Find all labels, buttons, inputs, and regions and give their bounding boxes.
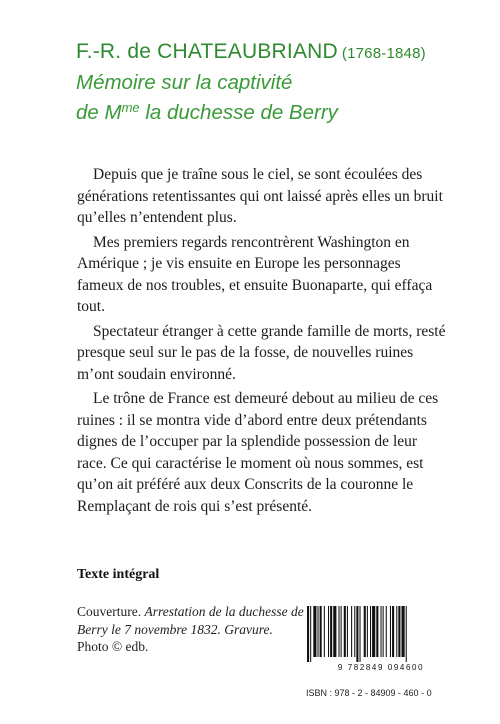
barcode-bar <box>367 606 368 657</box>
barcode-bar <box>330 606 332 657</box>
barcode-bar <box>398 606 400 657</box>
barcode-bar <box>333 606 336 657</box>
barcode-bar <box>370 606 371 657</box>
barcode-bar <box>354 606 355 657</box>
barcode-digits: 9 782849 094600 <box>337 663 425 672</box>
title-line-2-suffix: la duchesse de Berry <box>139 101 338 124</box>
title-superscript: me <box>121 100 140 115</box>
barcode-bar <box>364 606 366 657</box>
barcode-bar <box>396 606 397 657</box>
barcode-bar <box>328 606 329 657</box>
cover-credits <box>77 603 307 656</box>
barcode-bar <box>360 606 361 662</box>
barcode-bar <box>372 606 375 657</box>
barcode-bar <box>351 606 352 657</box>
title-line-2-prefix: de M <box>76 101 122 124</box>
title-line-1: Mémoire sur la captivité <box>76 71 293 94</box>
credits-photo: Photo © edb. <box>77 639 149 654</box>
title-line-2 <box>76 95 476 125</box>
barcode-bar <box>390 606 391 657</box>
barcode-bar <box>310 606 311 662</box>
barcode-bar <box>376 606 378 657</box>
barcode-bar <box>392 606 394 657</box>
author-name: F.-R. de CHATEAUBRIAND <box>76 40 338 63</box>
barcode-bar <box>356 606 358 662</box>
credits-prefix: Couverture. <box>77 604 145 619</box>
barcode-bar <box>344 606 346 657</box>
barcode-bar <box>339 606 340 657</box>
barcode-bar <box>324 606 325 657</box>
paragraph-3: Spectateur étranger à cette grande famille de morts, resté presque seul sur le pas de la fosse, de nouvelles ruines m’ont soudain environné. <box>77 322 446 383</box>
credits-italic: Arrestation de la duchesse de Berry le 7 novembre 1832. Gravure. <box>77 604 304 637</box>
barcode-bar <box>347 606 348 657</box>
barcode-bar <box>381 606 382 657</box>
barcode-bar <box>402 606 405 657</box>
barcode-bar <box>383 606 384 657</box>
excerpt-text <box>77 164 447 520</box>
isbn-number: ISBN : 978 - 2 - 84909 - 460 - 0 <box>306 688 432 698</box>
book-title <box>76 70 476 125</box>
barcode-bars <box>301 606 461 664</box>
barcode-bar <box>313 606 316 657</box>
paragraph-4: Le trône de France est demeuré debout au milieu de ces ruines : il se montra vide d’abord entre deux prétendants dignes de l’occuper par la splendide possession de leur race. Ce qui caractérise le moment où nous sommes, est qu’on ait préféré aux deux Conscrits de la couronne le Remplaçant de rois qui s’est présenté. <box>77 390 439 515</box>
barcode-bar <box>341 606 342 657</box>
barcode <box>301 606 461 678</box>
barcode-bar <box>406 606 407 662</box>
barcode-bar <box>307 606 309 662</box>
barcode-bar <box>318 606 319 657</box>
barcode-bar <box>320 606 322 657</box>
paragraph-2: Mes premiers regards rencontrèrent Washington en Amérique ; je vis ensuite en Europe les personnages fameux de nos troubles, et ensuite Buonaparte, qui effaça tout. <box>77 233 433 315</box>
paragraph-1: Depuis que je traîne sous le ciel, se sont écoulées des générations retentissantes qui ont laissé après elles un bruit qu’elles n’entendent plus. <box>77 166 443 226</box>
header <box>76 40 476 125</box>
author-dates: (1768-1848) <box>341 45 426 62</box>
texte-integral-label: Texte intégral <box>77 567 160 582</box>
author-line <box>76 40 476 64</box>
barcode-bar <box>386 606 387 657</box>
